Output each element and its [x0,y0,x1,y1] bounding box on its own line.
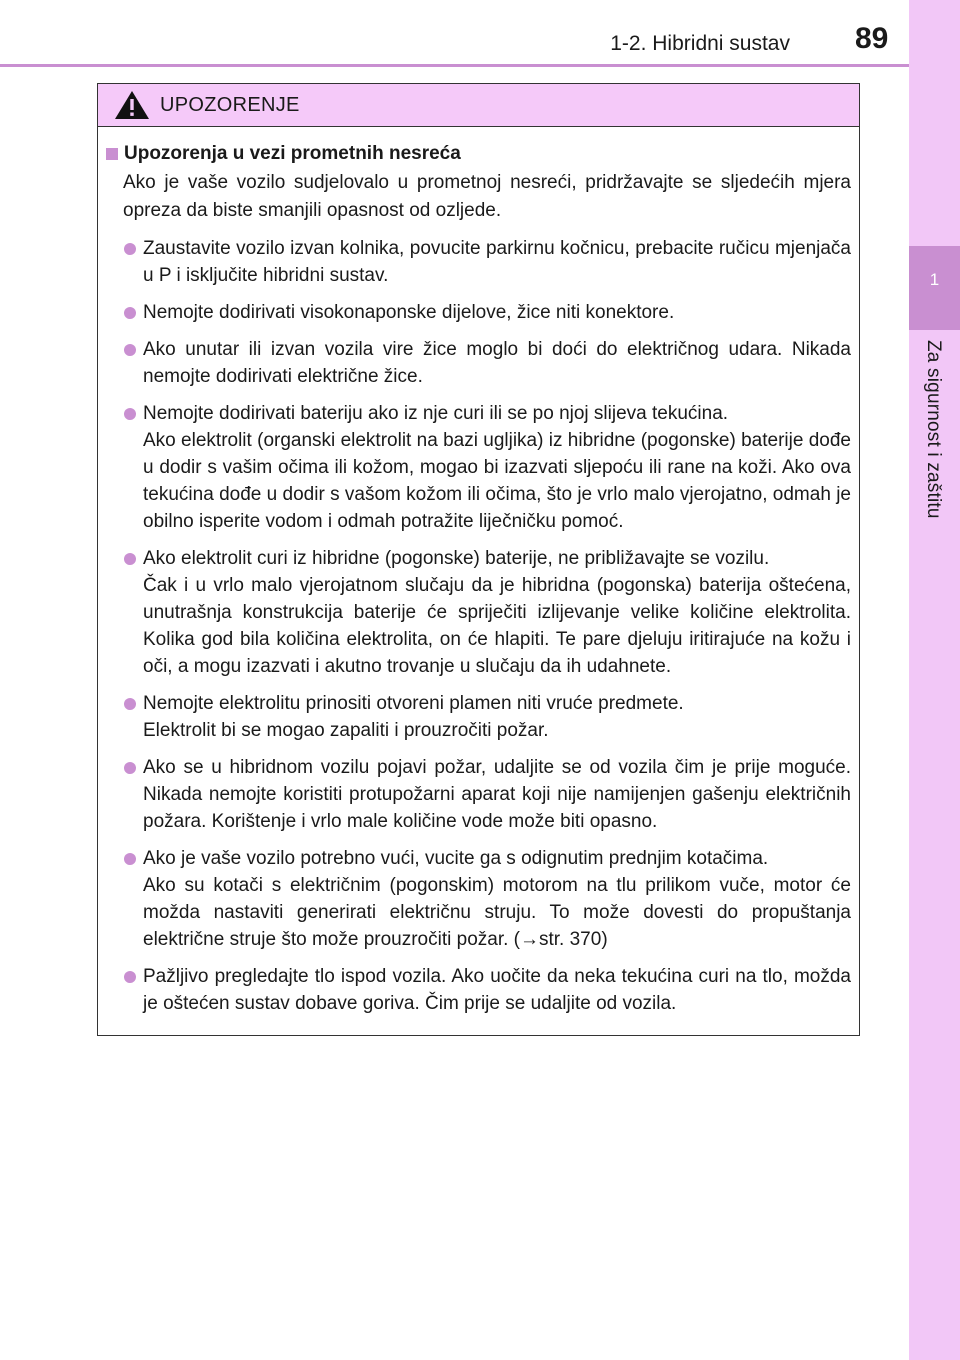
bullet-text: Nemojte elektrolitu prinositi otvoreni plamen niti vruće predmete. [143,693,684,714]
chapter-title: Za sigurnost i zaštitu [923,340,944,519]
bullet-text-continued: Elektrolit bi se mogao zapaliti i prouzročiti požar. [143,720,549,741]
list-item [106,690,851,744]
bullet-text-continued: Čak i u vrlo malo vjerojatnom slučaju da je hibridna (pogonska) baterija oštećena, unutrašnja konstrukcija baterije će spriječiti izlijevanje velike količine elektrolita. Kolika god bila količina elektrolita, on će hlapiti. Te pare djeluju iritirajuće na kožu i oči, a mogu izazvati i akutno trovanje u slučaju da ih udahnete. [143,575,851,677]
bullet-dot-icon [124,762,136,774]
bullet-dot-icon [124,553,136,565]
section-title: 1-2. Hibridni sustav [610,32,790,55]
header-divider [0,64,909,67]
bullet-dot-icon [124,408,136,420]
list-item [106,845,851,953]
warning-title: UPOZORENJE [160,93,300,116]
warning-triangle-icon [114,90,150,120]
bullet-text-continued-body: Ako su kotači s električnim (pogonskim) motorom na tlu prilikom vuče, motor će možda nastaviti generirati električnu struju. To može dovesti do propuštanja električne struje što može prouzročiti požar. ( [143,875,851,950]
list-item [106,754,851,835]
list-item [106,336,851,390]
list-item [106,400,851,535]
subheading-text: Upozorenja u vezi prometnih nesreća [124,143,461,164]
bullet-text-continued: Ako elektrolit (organski elektrolit na bazi ugljika) iz hibridne (pogonske) baterije dođe u dodir s vašim očima ili kožom, mogao bi izazvati sljepoću ili rane na koži. Ako ova tekućina dođe u dodir s vašom kožom ili očima, što je vrlo malo vjerojatno, odmah je obilno isperite vodom i odmah potražite liječničku pomoć. [143,430,851,532]
bullet-list [106,235,851,1017]
square-bullet-icon [106,148,118,160]
list-item [106,299,851,326]
list-item [106,963,851,1017]
bullet-text: Ako je vaše vozilo potrebno vući, vucite ga s odignutim prednjim kotačima. [143,848,769,869]
side-tab [909,0,960,1360]
bullet-text: Ako se u hibridnom vozilu pojavi požar, udaljite se od vozila čim je prije moguće. Nikada nemojte koristiti protupožarni aparat koji nije namijenjen gašenju električnih požara. Korištenje i vrlo male količine vode može biti opasno. [143,757,851,832]
bullet-dot-icon [124,243,136,255]
bullet-text: Ako unutar ili izvan vozila vire žice moglo bi doći do električnog udara. Nikada nemojte dodirivati električne žice. [143,339,851,387]
list-item [106,235,851,289]
bullet-text: Nemojte dodirivati visokonaponske dijelove, žice niti konektore. [143,302,675,323]
bullet-dot-icon [124,307,136,319]
bullet-dot-icon [124,344,136,356]
bullet-dot-icon [124,971,136,983]
warning-box [97,83,860,1036]
bullet-dot-icon [124,853,136,865]
bullet-dot-icon [124,698,136,710]
bullet-text: Ako elektrolit curi iz hibridne (pogonske) baterije, ne približavajte se vozilu. [143,548,770,569]
subheading [106,143,851,165]
warning-header [98,84,859,127]
bullet-text: Zaustavite vozilo izvan kolnika, povucite parkirnu kočnicu, prebacite ručicu mjenjača u P i isključite hibridni sustav. [143,238,851,286]
intro-paragraph: Ako je vaše vozilo sudjelovalo u prometnoj nesreći, pridržavajte se sljedećih mjera opreza da biste smanjili opasnost od ozljede. [123,172,851,221]
warning-body [98,127,859,1017]
page-number: 89 [855,22,889,55]
bullet-text-continued [143,872,851,953]
list-item [106,545,851,680]
page-cross-reference[interactable]: →str. 370) [520,929,608,950]
chapter-number: 1 [929,270,940,289]
bullet-text: Pažljivo pregledajte tlo ispod vozila. Ako uočite da neka tekućina curi na tlo, možda je oštećen sustav dobave goriva. Čim prije se udaljite od vozila. [143,966,851,1014]
bullet-text: Nemojte dodirivati bateriju ako iz nje curi ili se po njoj slijeva tekućina. [143,403,729,424]
